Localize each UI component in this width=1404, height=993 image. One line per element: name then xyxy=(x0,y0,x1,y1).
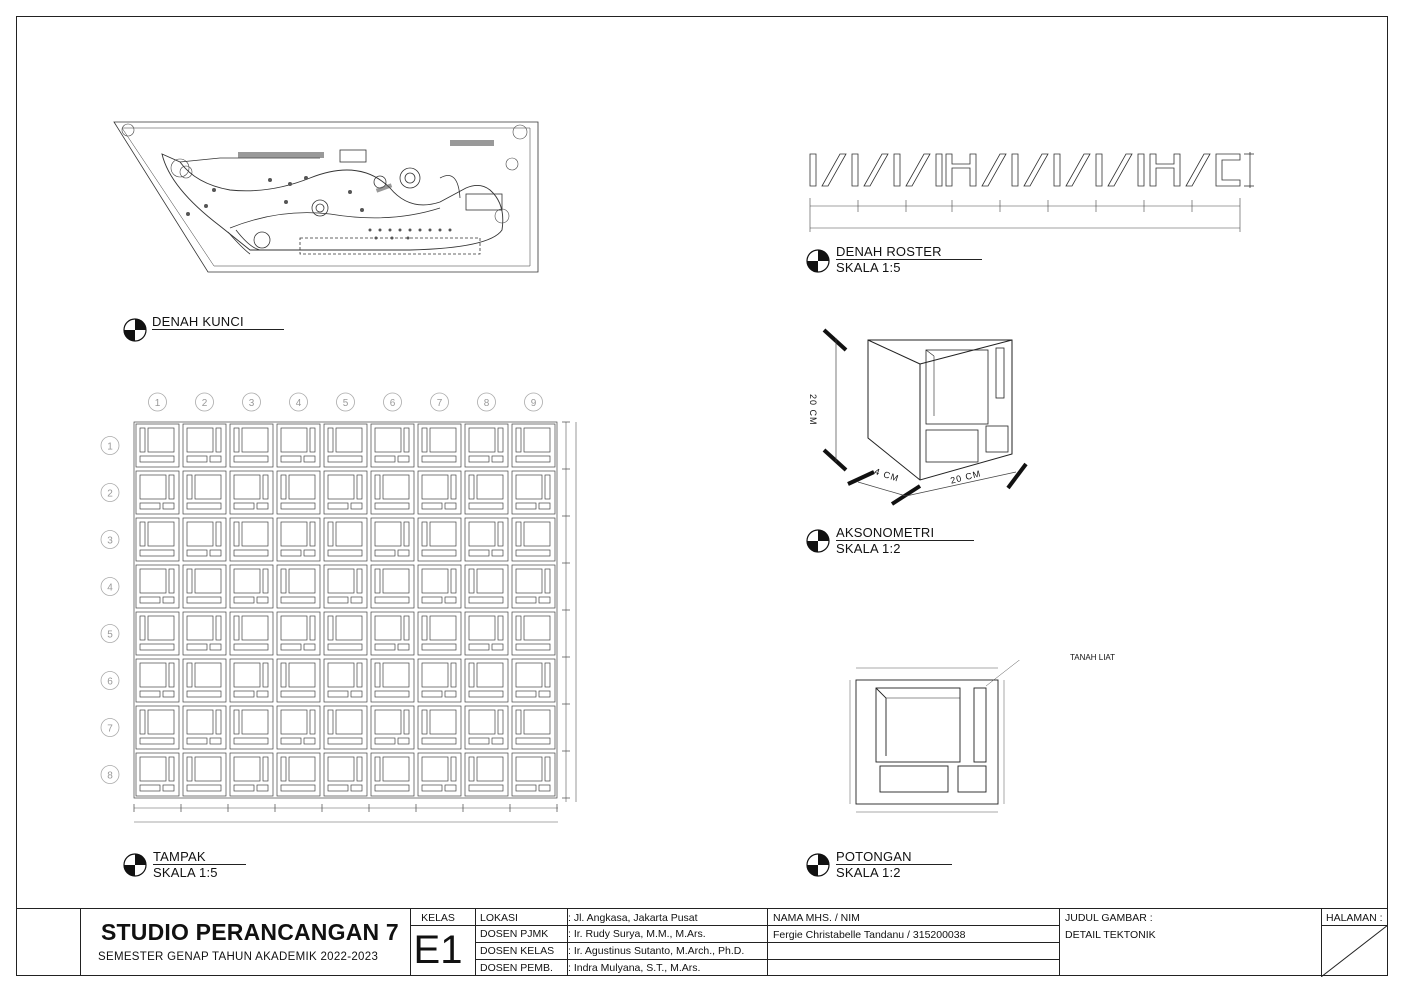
grid-bubble-row-label: 2 xyxy=(107,488,113,500)
roster-block xyxy=(418,471,461,514)
roster-block xyxy=(230,612,273,655)
lokasi-value: : Jl. Angkasa, Jakarta Pusat xyxy=(568,912,698,924)
dosen-kelas-value: : Ir. Agustinus Sutanto, M.Arch., Ph.D. xyxy=(568,945,745,957)
dosen-pjmk-value: : Ir. Rudy Surya, M.M., M.Ars. xyxy=(568,928,706,940)
roster-block xyxy=(183,565,226,608)
roster-block xyxy=(512,471,555,514)
roster-block xyxy=(418,518,461,561)
roster-block xyxy=(418,706,461,749)
tb-divider xyxy=(80,909,81,976)
roster-block xyxy=(277,518,320,561)
tb-rule xyxy=(475,925,1059,926)
roster-block xyxy=(277,706,320,749)
roster-block xyxy=(371,518,414,561)
tanah-liat-callout: TANAH LIAT xyxy=(1070,653,1116,662)
roster-block xyxy=(512,424,555,467)
roster-block xyxy=(183,471,226,514)
tb-rule xyxy=(475,959,1059,960)
tampak-scale: SKALA 1:5 xyxy=(153,865,218,880)
roster-block xyxy=(230,471,273,514)
kelas-label: KELAS xyxy=(421,912,455,924)
potongan-label xyxy=(836,849,952,881)
roster-block xyxy=(230,753,273,796)
roster-block xyxy=(136,471,179,514)
roster-block xyxy=(324,565,367,608)
tampak-drawing xyxy=(96,390,616,834)
semester-text: SEMESTER GENAP TAHUN AKADEMIK 2022-2023 xyxy=(98,951,379,963)
grid-bubble-col-label: 7 xyxy=(436,398,443,409)
grid-bubble-col-label: 4 xyxy=(295,398,302,409)
roster-block xyxy=(183,706,226,749)
grid-bubble-col-label: 1 xyxy=(154,398,161,409)
lokasi-label: LOKASI xyxy=(480,912,518,924)
denah-roster-label xyxy=(836,244,982,276)
roster-block xyxy=(512,753,555,796)
denah-kunci-label xyxy=(152,314,284,330)
roster-block xyxy=(230,565,273,608)
tampak-label xyxy=(153,849,246,881)
roster-block xyxy=(465,565,508,608)
roster-block xyxy=(465,706,508,749)
grid-bubble-col-label: 2 xyxy=(201,398,208,409)
roster-block xyxy=(324,518,367,561)
roster-block xyxy=(230,424,273,467)
roster-block xyxy=(371,424,414,467)
title-block xyxy=(16,908,1388,976)
grid-bubble-col-label: 8 xyxy=(483,398,490,409)
roster-block xyxy=(418,753,461,796)
dim-height-label: 20 CM xyxy=(808,394,818,426)
potongan-title: POTONGAN xyxy=(836,849,952,865)
roster-block xyxy=(324,612,367,655)
section-symbol-icon xyxy=(123,318,147,342)
tampak-title: TAMPAK xyxy=(153,849,246,865)
roster-block xyxy=(512,659,555,702)
roster-block xyxy=(277,471,320,514)
section-symbol-icon xyxy=(806,529,830,553)
nama-label: NAMA MHS. / NIM xyxy=(773,912,860,924)
nama-value: Fergie Christabelle Tandanu / 315200038 xyxy=(773,929,966,941)
roster-block xyxy=(465,471,508,514)
roster-block xyxy=(277,424,320,467)
roster-block xyxy=(465,659,508,702)
roster-block xyxy=(136,424,179,467)
halaman-label: HALAMAN : xyxy=(1326,912,1383,924)
roster-block xyxy=(371,612,414,655)
roster-block xyxy=(512,706,555,749)
roster-block xyxy=(324,424,367,467)
roster-block xyxy=(465,424,508,467)
roster-block xyxy=(183,424,226,467)
roster-block xyxy=(136,565,179,608)
roster-block xyxy=(512,565,555,608)
roster-block xyxy=(371,565,414,608)
roster-block xyxy=(465,612,508,655)
grid-bubble-col-label: 9 xyxy=(530,398,537,409)
roster-block xyxy=(183,659,226,702)
roster-block xyxy=(371,471,414,514)
section-symbol-icon xyxy=(806,853,830,877)
roster-block xyxy=(465,518,508,561)
roster-block xyxy=(418,659,461,702)
roster-block xyxy=(371,659,414,702)
halaman-diagonal xyxy=(1321,925,1388,977)
denah-kunci-title: DENAH KUNCI xyxy=(152,314,284,330)
roster-block xyxy=(277,659,320,702)
denah-roster-drawing xyxy=(800,148,1260,236)
section-symbol-icon xyxy=(123,853,147,877)
roster-block xyxy=(277,565,320,608)
roster-block xyxy=(136,753,179,796)
roster-block xyxy=(230,706,273,749)
grid-bubble-row-label: 1 xyxy=(107,441,113,453)
denah-kunci-drawing xyxy=(110,118,542,278)
grid-bubble-row-label: 8 xyxy=(107,770,113,782)
dim-width-label: 20 CM xyxy=(949,468,983,486)
roster-block xyxy=(136,659,179,702)
roster-block xyxy=(324,471,367,514)
roster-block xyxy=(418,612,461,655)
roster-block xyxy=(512,518,555,561)
roster-block xyxy=(183,612,226,655)
roster-block xyxy=(136,706,179,749)
roster-block xyxy=(183,753,226,796)
roster-block xyxy=(418,424,461,467)
grid-bubble-row-label: 7 xyxy=(107,723,113,735)
tb-divider xyxy=(1059,909,1060,976)
judul-value: DETAIL TEKTONIK xyxy=(1065,929,1156,941)
roster-wall-outline xyxy=(134,422,557,798)
roster-block xyxy=(324,706,367,749)
aksonometri-label xyxy=(836,525,974,557)
grid-bubble-row-label: 5 xyxy=(107,629,113,641)
aksonometri-drawing xyxy=(816,326,1040,506)
denah-roster-title: DENAH ROSTER xyxy=(836,244,982,260)
grid-bubble-row-label: 3 xyxy=(107,535,113,547)
aksonometri-title: AKSONOMETRI xyxy=(836,525,974,541)
roster-block xyxy=(465,753,508,796)
dim-depth-label: 4 CM xyxy=(873,466,901,484)
grid-bubble-col-label: 3 xyxy=(248,398,255,409)
dosen-kelas-label: DOSEN KELAS xyxy=(480,945,555,957)
dosen-pjmk-label: DOSEN PJMK xyxy=(480,928,549,940)
judul-label: JUDUL GAMBAR : xyxy=(1065,912,1153,924)
potongan-drawing xyxy=(846,660,1026,820)
grid-bubble-col-label: 6 xyxy=(389,398,396,409)
roster-block xyxy=(512,612,555,655)
potongan-scale: SKALA 1:2 xyxy=(836,865,901,880)
tb-rule xyxy=(475,942,1059,943)
roster-block xyxy=(183,518,226,561)
roster-block xyxy=(371,753,414,796)
grid-bubble-row-label: 4 xyxy=(107,582,113,594)
denah-roster-scale: SKALA 1:5 xyxy=(836,260,901,275)
grid-bubble-row-label: 6 xyxy=(107,676,113,688)
dosen-pemb-label: DOSEN PEMB. xyxy=(480,962,553,974)
roster-block xyxy=(371,706,414,749)
roster-block xyxy=(230,518,273,561)
studio-title: STUDIO PERANCANGAN 7 xyxy=(101,919,399,945)
aksonometri-scale: SKALA 1:2 xyxy=(836,541,901,556)
section-symbol-icon xyxy=(806,249,830,273)
grid-bubble-col-label: 5 xyxy=(342,398,349,409)
roster-block xyxy=(230,659,273,702)
roster-block xyxy=(277,753,320,796)
roster-block xyxy=(324,659,367,702)
kelas-value: E1 xyxy=(413,928,463,972)
dosen-pemb-value: : Indra Mulyana, S.T., M.Ars. xyxy=(568,962,701,974)
roster-block xyxy=(277,612,320,655)
roster-block xyxy=(324,753,367,796)
roster-block xyxy=(136,518,179,561)
roster-block xyxy=(136,612,179,655)
roster-block xyxy=(418,565,461,608)
